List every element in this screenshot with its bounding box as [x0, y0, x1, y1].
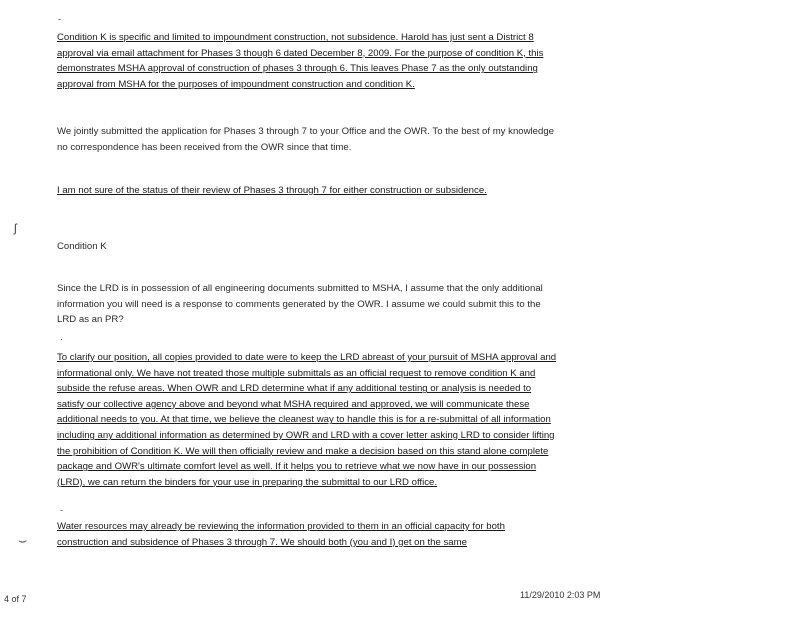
margin-bracket-left: ⌣: [18, 532, 28, 548]
paragraph-status-uncertain: I am not sure of the status of their review of Phases 3 through 7 for either construction or subsidence.: [57, 185, 487, 196]
print-timestamp: 11/29/2010 2:03 PM: [520, 590, 601, 600]
paragraph-water-resources: Water resources may already be reviewing the information provided to them in an official capacity for both construction and subsidence of Phases 3 through 7. We should both (you and I) get on the same: [57, 521, 505, 548]
paragraph-joint-submission: We jointly submitted the application for Phases 3 through 7 to your Office and the OWR. To the best of my knowledge no correspondence has been received from the OWR since that time.: [57, 126, 555, 153]
margin-mark-left: ʃ: [14, 221, 17, 235]
page-number: 4 of 7: [4, 594, 27, 604]
paragraph-condition-k-heading: Condition K: [57, 241, 107, 252]
paragraph-clarify-position: To clarify our position, all copies provided to date were to keep the LRD abreast of your pursuit of MSHA approval and informational only. We have not treated those multiple submittals as an official request to remove condition K and subside the refuse areas. When OWR and LRD determine what if any additional testing or analysis is needed to satisfy our collective agency above and beyond what MSHA required and approved, we will communicate these additional needs to you. At that time, we believe the cleanest way to handle this is for a re-submittal of all information including any additional information as determined by OWR and LRD with a cover letter asking LRD to consider lifting the prohibition of Condition K. We will then officially review and make a decision based on this stand alone complete package and OWR's ultimate comfort level as well. If it helps you to retrieve what we now have in our possession (LRD), we can return the binders for your use in preparing the submittal to our LRD office.: [57, 352, 557, 488]
paragraph-lrd-possession: Since the LRD is in possession of all engineering documents submitted to MSHA, I assume that the only additional information you will need is a response to comments generated by the OWR. I assume we could submit this to the LRD as an PR?: [57, 283, 543, 326]
stray-dash-mid: ·: [60, 334, 63, 344]
paragraph-condition-k-scope: Condition K is specific and limited to impoundment construction, not subsidence. Harold has just sent a District 8 approval via email attachment for Phases 3 though 6 dated December 8, 2009. For the purpose of condition K, this demonstrates MSHA approval of construction of phases 3 through 6. This leaves Phase 7 as the only outstanding approval from MSHA for the purposes of impoundment construction and condition K.: [57, 32, 544, 90]
stray-dash-lower: -: [60, 505, 63, 515]
stray-dash-top: -: [58, 14, 61, 24]
